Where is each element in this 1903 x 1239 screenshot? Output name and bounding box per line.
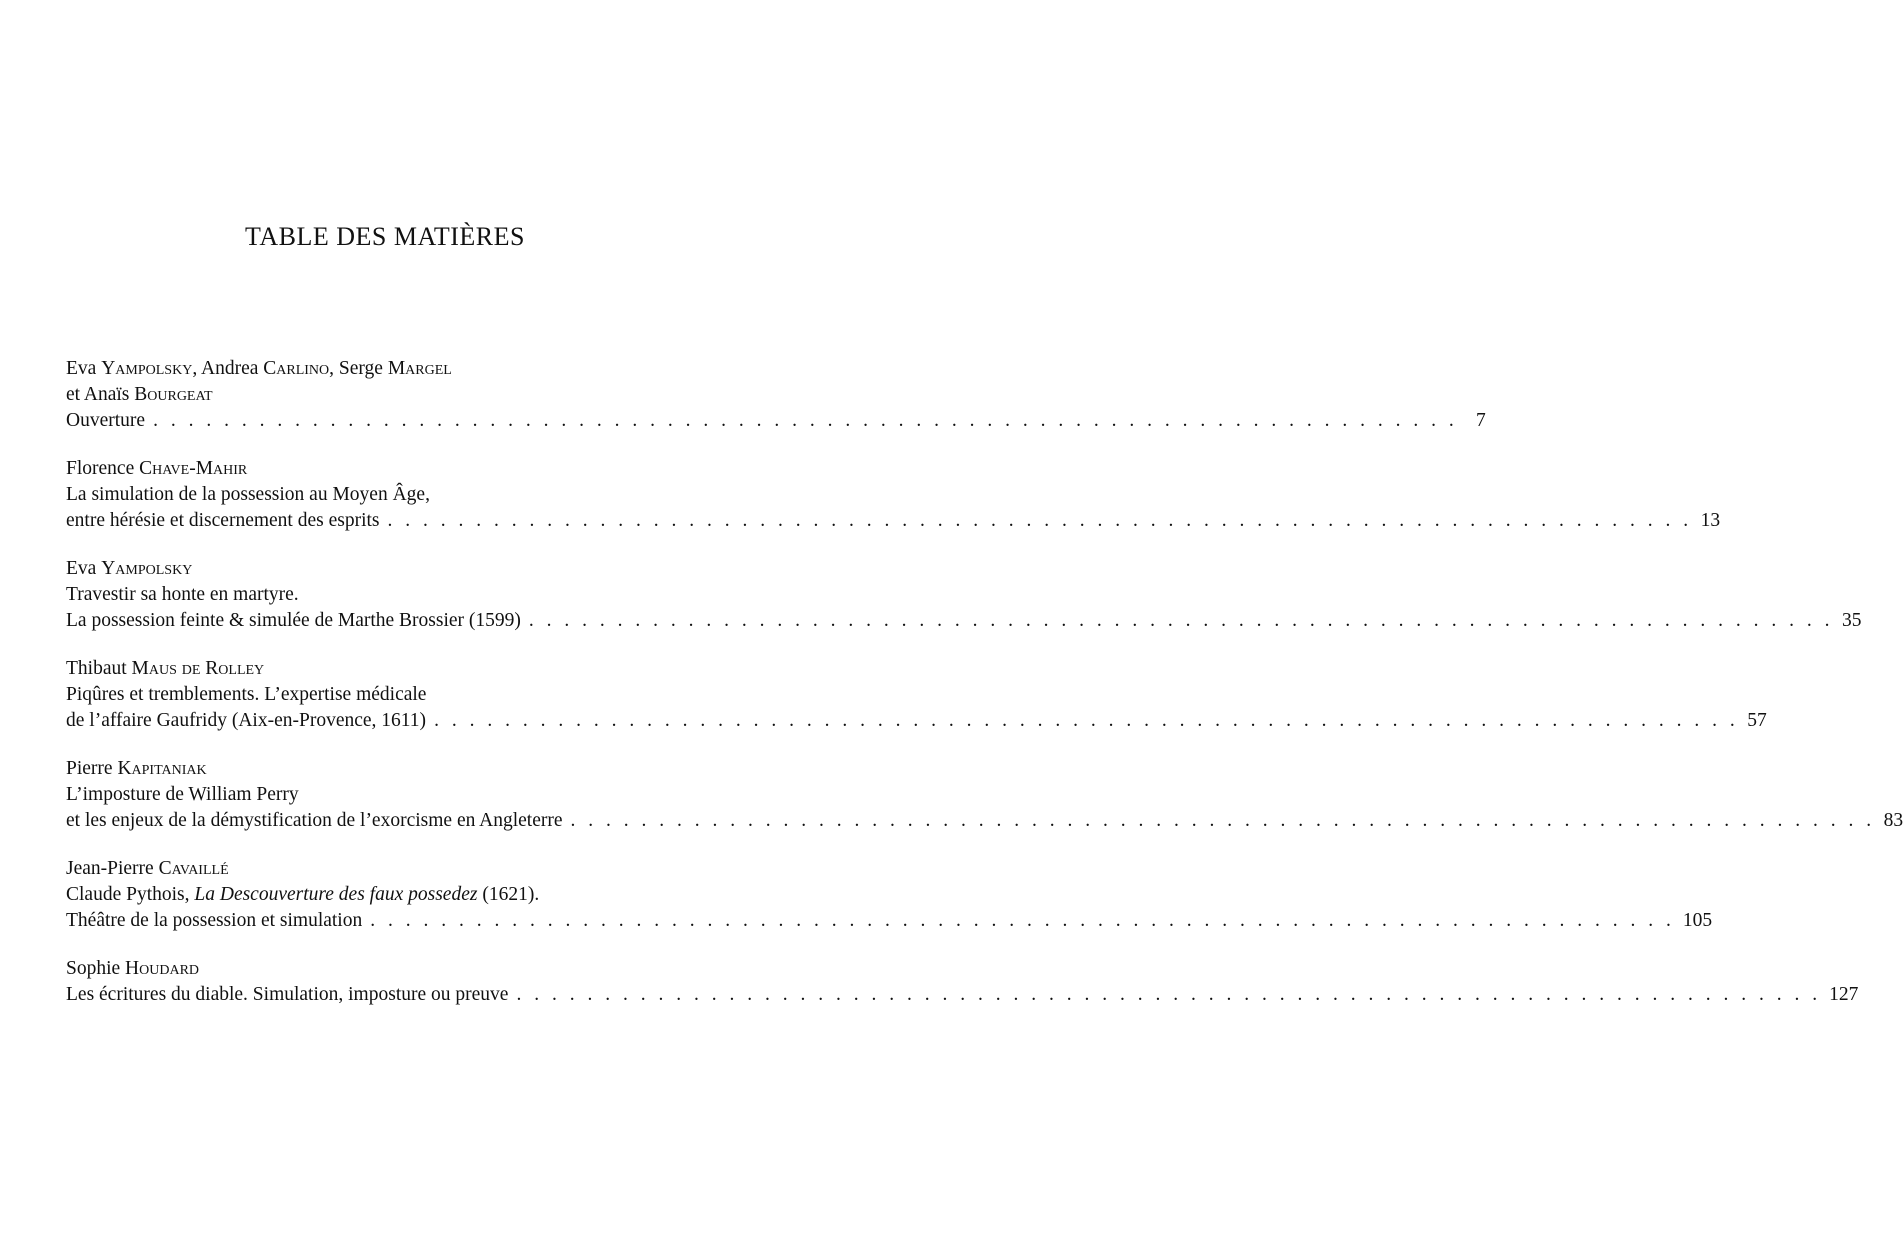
author-first-name: Florence — [66, 458, 140, 479]
entry-title-line[interactable] — [66, 808, 1903, 834]
dot-leader: . . . . . . . . . . . . . . . . . . . . . . . . . . . . . . . . . . . . . . . . . . . . . . . . . . . . . . . . . . . . . . . . . . . . . . . . . . — [370, 910, 1675, 931]
author-first-name: Sophie — [66, 958, 126, 979]
entry-title-line[interactable] — [66, 508, 1721, 534]
author-first-name: Eva — [66, 358, 102, 379]
author-separator: , Serge — [329, 358, 388, 379]
entry-title-italic: La Descouverture des faux possedez — [194, 884, 478, 905]
entry-title: Travestir sa honte en martyre. — [66, 584, 299, 605]
author-last-name: Kapitaniak — [117, 758, 207, 779]
entry-title-part: Claude Pythois, — [66, 884, 195, 905]
entry-title: et les enjeux de la démystification de l’exorcisme en Angleterre — [66, 810, 563, 831]
entry-authors — [66, 382, 704, 408]
entry-author — [66, 556, 704, 582]
author-last-name: Chave-Mahir — [139, 458, 248, 479]
entry-author — [66, 856, 704, 882]
page-number: 7 — [1475, 410, 1486, 431]
page-number: 13 — [1700, 510, 1721, 531]
page-number: 57 — [1747, 710, 1767, 731]
author-last-name: Houdard — [125, 958, 200, 979]
author-first-name: Thibaut — [66, 658, 132, 679]
toc-entry — [66, 856, 1713, 934]
author-first-name: Eva — [66, 558, 102, 579]
author-last-name: Margel — [387, 358, 452, 379]
entry-author — [66, 656, 704, 682]
toc-entry — [66, 956, 1859, 1008]
author-last-name: Carlino — [263, 358, 330, 379]
author-last-name: Yampolsky — [101, 358, 193, 379]
entry-title: La possession feinte & simulée de Marthe Brossier (1599) — [66, 610, 521, 631]
entry-title-part: (1621). — [477, 884, 540, 905]
page-number: 35 — [1842, 610, 1862, 631]
entry-title-line[interactable] — [66, 708, 1767, 734]
entry-title: Piqûres et tremblements. L’expertise médicale — [66, 684, 427, 705]
toc-entry — [66, 756, 1903, 834]
entry-author — [66, 756, 704, 782]
dot-leader: . . . . . . . . . . . . . . . . . . . . . . . . . . . . . . . . . . . . . . . . . . . . . . . . . . . . . . . . . . . . . . . . . . . . . . . . . . — [528, 610, 1834, 631]
toc-entry — [66, 456, 1721, 534]
dot-leader: . . . . . . . . . . . . . . . . . . . . . . . . . . . . . . . . . . . . . . . . . . . . . . . . . . . . . . . . . . . . . . . . . . . . . . . . . . — [434, 710, 1739, 731]
table-of-contents — [66, 356, 1903, 1030]
author-last-name: Maus de Rolley — [131, 658, 265, 679]
author-separator: , Andrea — [192, 358, 264, 379]
author-last-name: Cavaillé — [158, 858, 229, 879]
dot-leader: . . . . . . . . . . . . . . . . . . . . . . . . . . . . . . . . . . . . . . . . . . . . . . . . . . . . . . . . . . . . . . . . . . . . . . . . . . — [570, 810, 1876, 831]
entry-title — [66, 882, 704, 908]
author-last-name: Bourgeat — [134, 384, 213, 405]
toc-entry — [66, 356, 1486, 434]
dot-leader: . . . . . . . . . . . . . . . . . . . . . . . . . . . . . . . . . . . . . . . . . . . . . . . . . . . . . . . . . . . . . . . . . . . . . . . . . . — [387, 510, 1693, 531]
entry-title: La simulation de la possession au Moyen Âge, — [66, 484, 430, 505]
toc-entry — [66, 556, 1862, 634]
author-first-name: Pierre — [66, 758, 118, 779]
entry-title: de l’affaire Gaufridy (Aix-en-Provence, 1611) — [66, 710, 427, 731]
dot-leader: . . . . . . . . . . . . . . . . . . . . . . . . . . . . . . . . . . . . . . . . . . . . . . . . . . . . . . . . . . . . . . . . . . . . . . . . . . — [153, 410, 1458, 431]
entry-title-line[interactable] — [66, 608, 1862, 634]
entry-title: Théâtre de la possession et simulation — [66, 910, 363, 931]
page-number: 105 — [1682, 910, 1713, 931]
entry-author — [66, 456, 704, 482]
entry-author — [66, 956, 704, 982]
author-first-name: Jean-Pierre — [66, 858, 159, 879]
entry-title-line[interactable] — [66, 982, 1859, 1008]
entry-title: Ouverture — [66, 410, 146, 431]
entry-title: Les écritures du diable. Simulation, imposture ou preuve — [66, 984, 509, 1005]
page-title: TABLE DES MATIÈRES — [245, 222, 525, 251]
dot-leader: . . . . . . . . . . . . . . . . . . . . . . . . . . . . . . . . . . . . . . . . . . . . . . . . . . . . . . . . . . . . . . . . . . . . . . . . . . — [516, 984, 1822, 1005]
entry-title-line[interactable] — [66, 908, 1713, 934]
entry-authors — [66, 356, 704, 382]
page-number: 83 — [1883, 810, 1903, 831]
page-number: 127 — [1829, 984, 1859, 1005]
entry-title-line[interactable] — [66, 408, 1486, 434]
author-first-name: et Anaïs — [66, 384, 135, 405]
entry-title: entre hérésie et discernement des esprits — [66, 510, 380, 531]
author-last-name: Yampolsky — [101, 558, 193, 579]
toc-entry — [66, 656, 1767, 734]
entry-title: L’imposture de William Perry — [66, 784, 299, 805]
